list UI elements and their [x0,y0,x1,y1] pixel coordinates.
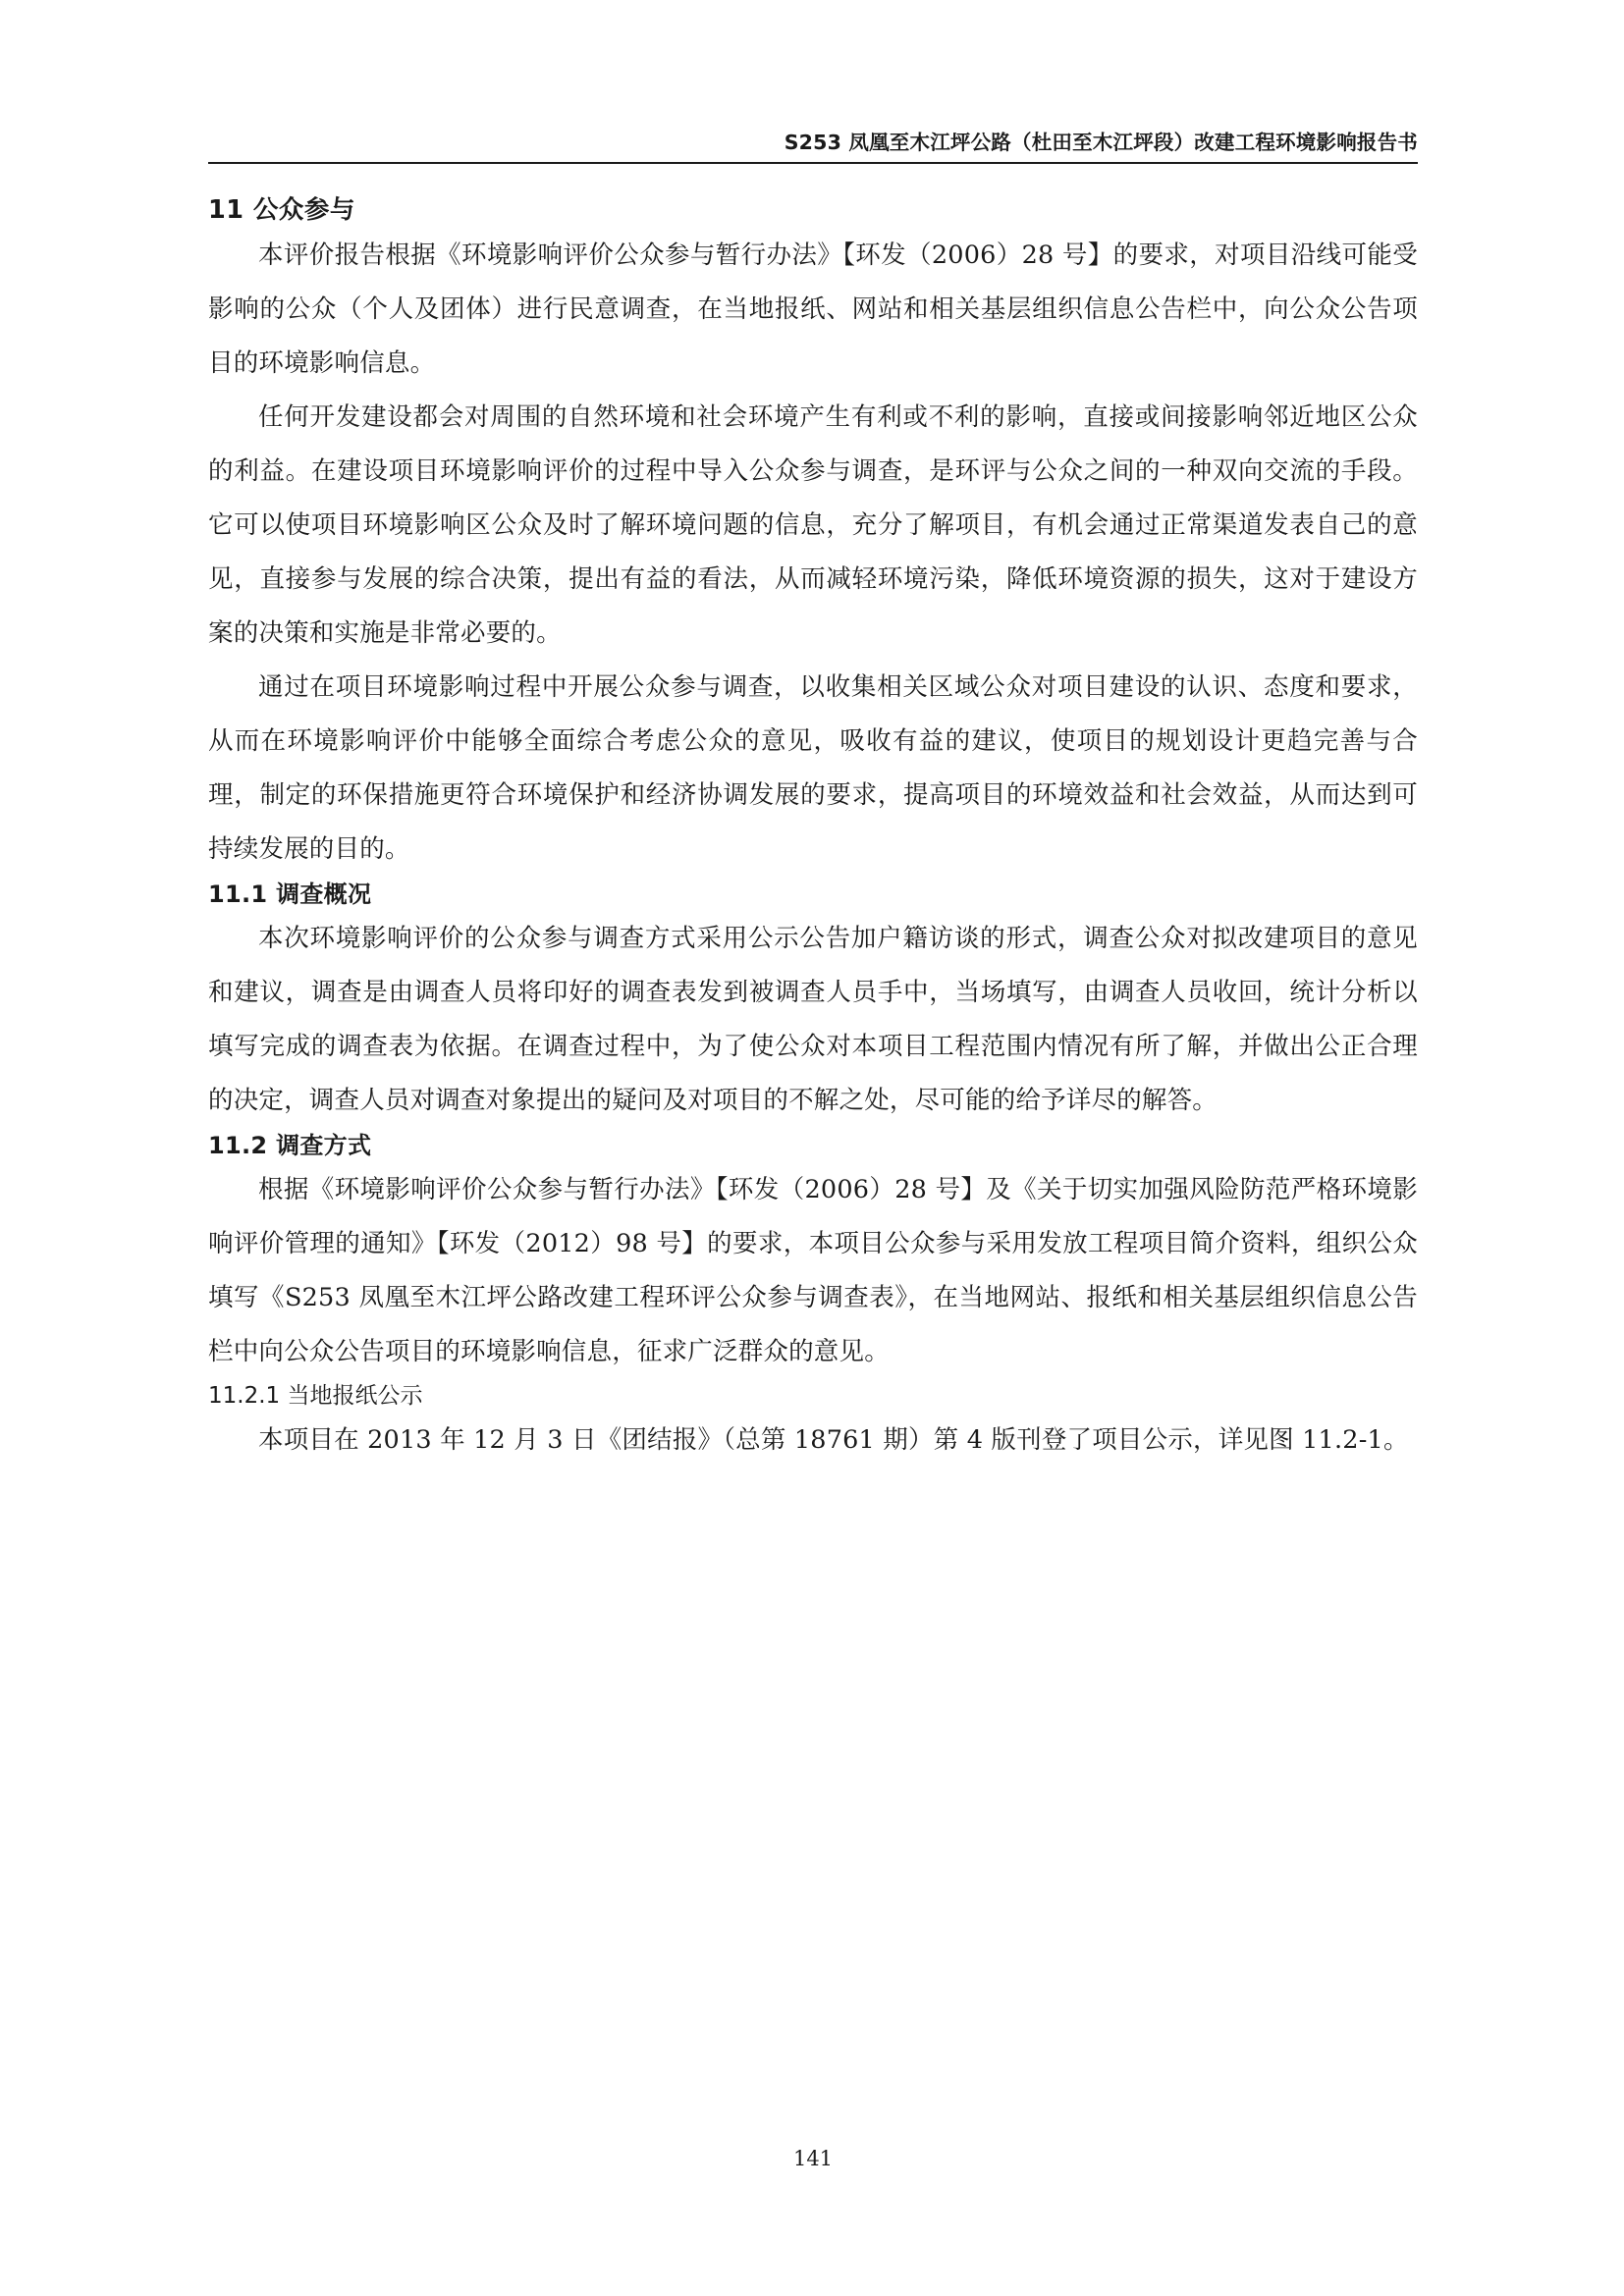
paragraph-11-2: 任何开发建设都会对周围的自然环境和社会环境产生有利或不利的影响，直接或间接影响邻近地区公众的利益。在建设项目环境影响评价的过程中导入公众参与调查，是环评与公众之间的一种双向交流的手段。它可以使项目环境影响区公众及时了解环境问题的信息，充分了解项目，有机会通过正常渠道发表自己的意见，直接参与发展的综合决策，提出有益的看法，从而减轻环境污染，降低环境资源的损失，这对于建设方案的决策和实施是非常必要的。 [208,402,1418,649]
paragraph-11-2-1: 根据《环境影响评价公众参与暂行办法》【环发（2006）28 号】及《关于切实加强风险防范严格环境影响评价管理的通知》【环发（2012）98 号】的要求，本项目公众参与采用发放工程项目简介资料，组织公众填写《S253 凤凰至木江坪公路改建工程环评公众参与调查表》，在当地网站、报纸和相关基层组织信息公告栏中向公众公告项目的环境影响信息，征求广泛群众的意见。 [208,1175,1418,1367]
page-content [208,0,1418,2296]
paragraph-11-1: 本评价报告根据《环境影响评价公众参与暂行办法》【环发（2006）28 号】的要求，对项目沿线可能受影响的公众（个人及团体）进行民意调查，在当地报纸、网站和相关基层组织信息公告栏中，向公众公告项目的环境影响信息。 [208,240,1418,379]
heading-11-2: 11.2 调查方式 [208,1132,372,1160]
paragraph-11-3: 通过在项目环境影响过程中开展公众参与调查，以收集相关区域公众对项目建设的认识、态度和要求，从而在环境影响评价中能够全面综合考虑公众的意见，吸收有益的建议，使项目的规划设计更趋完善与合理，制定的环保措施更符合环境保护和经济协调发展的要求，提高项目的环境效益和社会效益，从而达到可持续发展的目的。 [208,672,1418,865]
heading-11-2-1: 11.2.1 当地报纸公示 [208,1383,423,1410]
header-divider [208,162,1418,164]
paragraph-11-2-1-1: 本项目在 2013 年 12 月 3 日《团结报》（总第 18761 期）第 4 版刊登了项目公示，详见图 11.2-1。 [258,1424,1409,1455]
page-header: S253 凤凰至木江坪公路（杜田至木江坪段）改建工程环境影响报告书 [784,131,1418,154]
document-body [208,191,1418,1468]
heading-11-1: 11.1 调查概况 [208,881,372,909]
page-number: 141 [792,2147,834,2170]
heading-11: 11 公众参与 [208,195,355,225]
paragraph-11-1-1: 本次环境影响评价的公众参与调查方式采用公示公告加户籍访谈的形式，调查公众对拟改建项目的意见和建议，调查是由调查人员将印好的调查表发到被调查人员手中，当场填写，由调查人员收回，统计分析以填写完成的调查表为依据。在调查过程中，为了使公众对本项目工程范围内情况有所了解，并做出公正合理的决定，调查人员对调查对象提出的疑问及对项目的不解之处，尽可能的给予详尽的解答。 [208,924,1418,1116]
